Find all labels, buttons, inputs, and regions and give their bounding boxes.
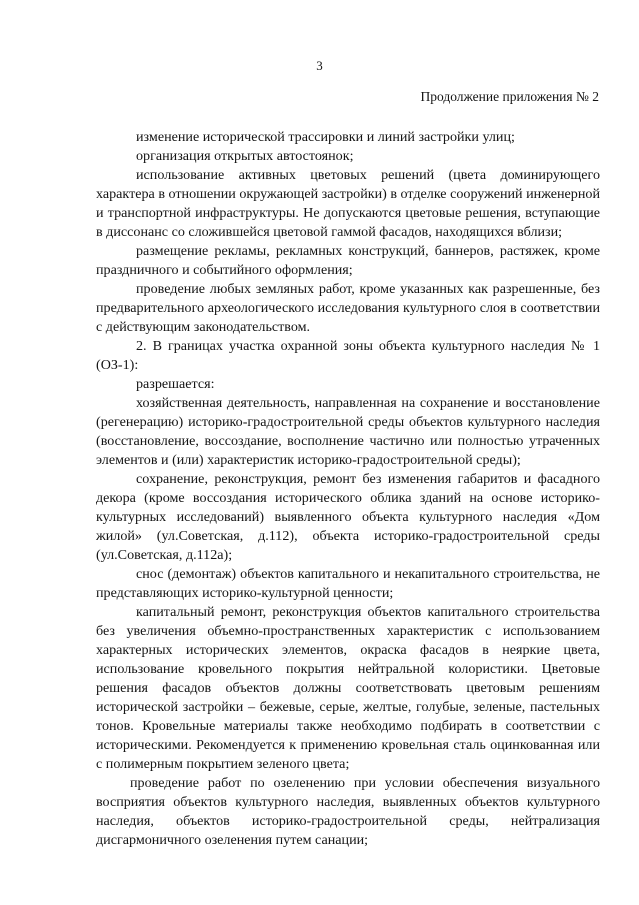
paragraph: снос (демонтаж) объектов капитального и некапитального строительства, не представляющих историко-культурной ценности; <box>96 566 600 601</box>
page-number: 3 <box>316 58 323 73</box>
paragraph: изменение исторической трассировки и линий застройки улиц; <box>136 129 515 145</box>
paragraph: разрешается: <box>136 376 215 392</box>
section-heading-paragraph: 2. В границах участка охранной зоны объекта культурного наследия № 1 (ОЗ-1): <box>96 338 600 373</box>
paragraph: размещение рекламы, рекламных конструкций, баннеров, растяжек, кроме праздничного и событийного оформления; <box>96 243 600 278</box>
paragraph: проведение работ по озеленению при условии обеспечения визуального восприятия объектов культурного наследия, выявленных объектов культурного наследия, объектов историко-градостроительной среды, нейтрализация дисгармоничного озеленения путем санации; <box>96 775 600 848</box>
paragraph: капитальный ремонт, реконструкция объектов капитального строительства без увеличения объемно-пространственных характеристик с использованием характерных исторических элементов, окраска фасадов в неяркие цвета, использование кровельного покрытия нейтральной колористики. Цветовые решения фасадов объектов должны соответствовать цветовым решениям исторической застройки – бежевые, серые, желтые, голубые, зеленые, пастельных тонов. Кровельные материалы также необходимо подбирать в соответствии с историческими. Рекомендуется к применению кровельная сталь оцинкованная или с полимерным покрытием зеленого цвета; <box>96 604 600 772</box>
appendix-continuation-note: Продолжение приложения № 2 <box>420 89 599 104</box>
paragraph: организация открытых автостоянок; <box>136 148 354 164</box>
paragraph: сохранение, реконструкция, ремонт без изменения габаритов и фасадного декора (кроме воссоздания исторического облика зданий на основе историко-культурных исследований) выявленного объекта культурного наследия «Дом жилой» (ул.Советская, д.112), объекта историко-градостроительной среды (ул.Советская, д.112а); <box>96 471 600 563</box>
paragraph: использование активных цветовых решений (цвета доминирующего характера в отношении окружающей застройки) в отделке сооружений инженерной и транспортной инфраструктуры. Не допускаются цветовые решения, вступающие в диссонанс со сложившейся цветовой гаммой фасадов, находящихся вблизи; <box>96 167 600 240</box>
paragraph: проведение любых земляных работ, кроме указанных как разрешенные, без предварительного археологического исследования культурного слоя в соответствии с действующим законодательством. <box>96 281 600 335</box>
paragraph: хозяйственная деятельность, направленная на сохранение и восстановление (регенерацию) историко-градостроительной среды объектов культурного наследия (восстановление, воссоздание, восполнение частично или полностью утраченных элементов и (или) характеристик историко-градостроительной среды); <box>96 395 600 468</box>
document-body <box>96 128 600 850</box>
